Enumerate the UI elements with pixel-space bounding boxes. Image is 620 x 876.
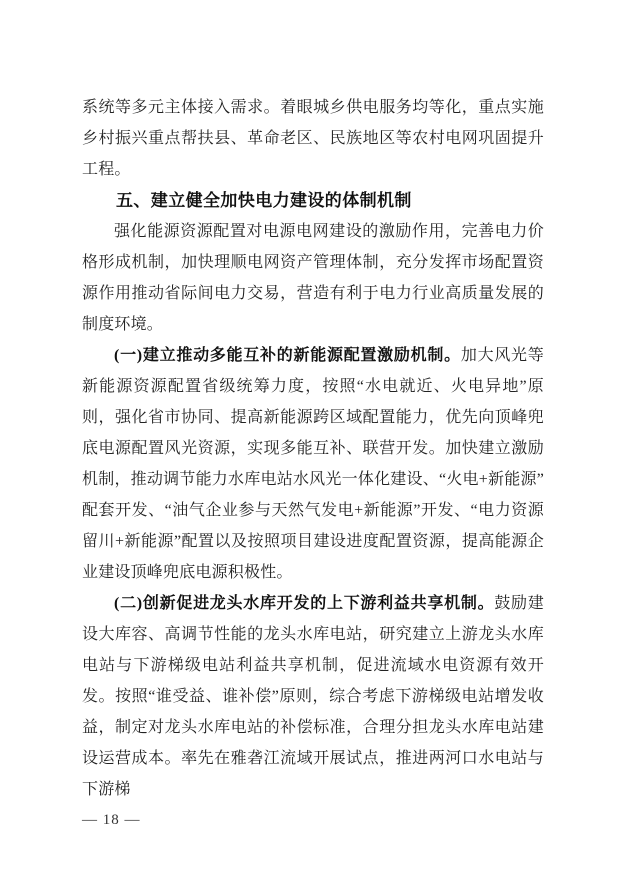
intro-paragraph: 强化能源资源配置对电源电网建设的激励作用，完善电力价格形成机制，加快理顺电网资产管理体制，充分发挥市场配置资源作用推动省际间电力交易，营造有利于电力行业高质量发展的制度环境。: [82, 223, 544, 333]
policy-item-1-lead: (一)建立推动多能互补的新能源配置激励机制。: [114, 347, 461, 364]
policy-item-1-body: 加大风光等新能源资源配置省级统筹力度，按照“水电就近、火电异地”原则，强化省市协同、提高新能源跨区域配置能力，优先向顶峰兜底电源配置风光资源，实现多能互补、联营开发。加快建立激励机制，推动调节能力水库电站水风光一体化建设、“火电+新能源”配套开发、“油气企业参与天然气发电+新能源”开发、“电力资源留川+新能源”配置以及按照项目建设进度配置资源，提高能源企业建设顶峰兜底电源积极性。: [82, 347, 544, 581]
continued-paragraph: 系统等多元主体接入需求。着眼城乡供电服务均等化，重点实施乡村振兴重点帮扶县、革命老区、民族地区等农村电网巩固提升工程。: [82, 99, 544, 178]
policy-item-2-body: 鼓励建设大库容、高调节性能的龙头水库电站，研究建立上游龙头水库电站与下游梯级电站利益共享机制，促进流域水电资源有效开发。按照“谁受益、谁补偿”原则，综合考虑下游梯级电站增发收益，制定对龙头水库电站的补偿标准，合理分担龙头水库电站建设运营成本。率先在雅砻江流域开展试点，推进两河口水电站与下游梯: [82, 595, 544, 798]
policy-item-1: [82, 340, 544, 588]
policy-item-2: [82, 588, 544, 805]
section-heading: 五、建立健全加快电力建设的体制机制: [116, 191, 412, 210]
page-body-text: [82, 92, 544, 836]
policy-item-2-lead: (二)创新促进龙头水库开发的上下游利益共享机制。: [114, 595, 495, 612]
page-number: — 18 —: [82, 812, 141, 828]
